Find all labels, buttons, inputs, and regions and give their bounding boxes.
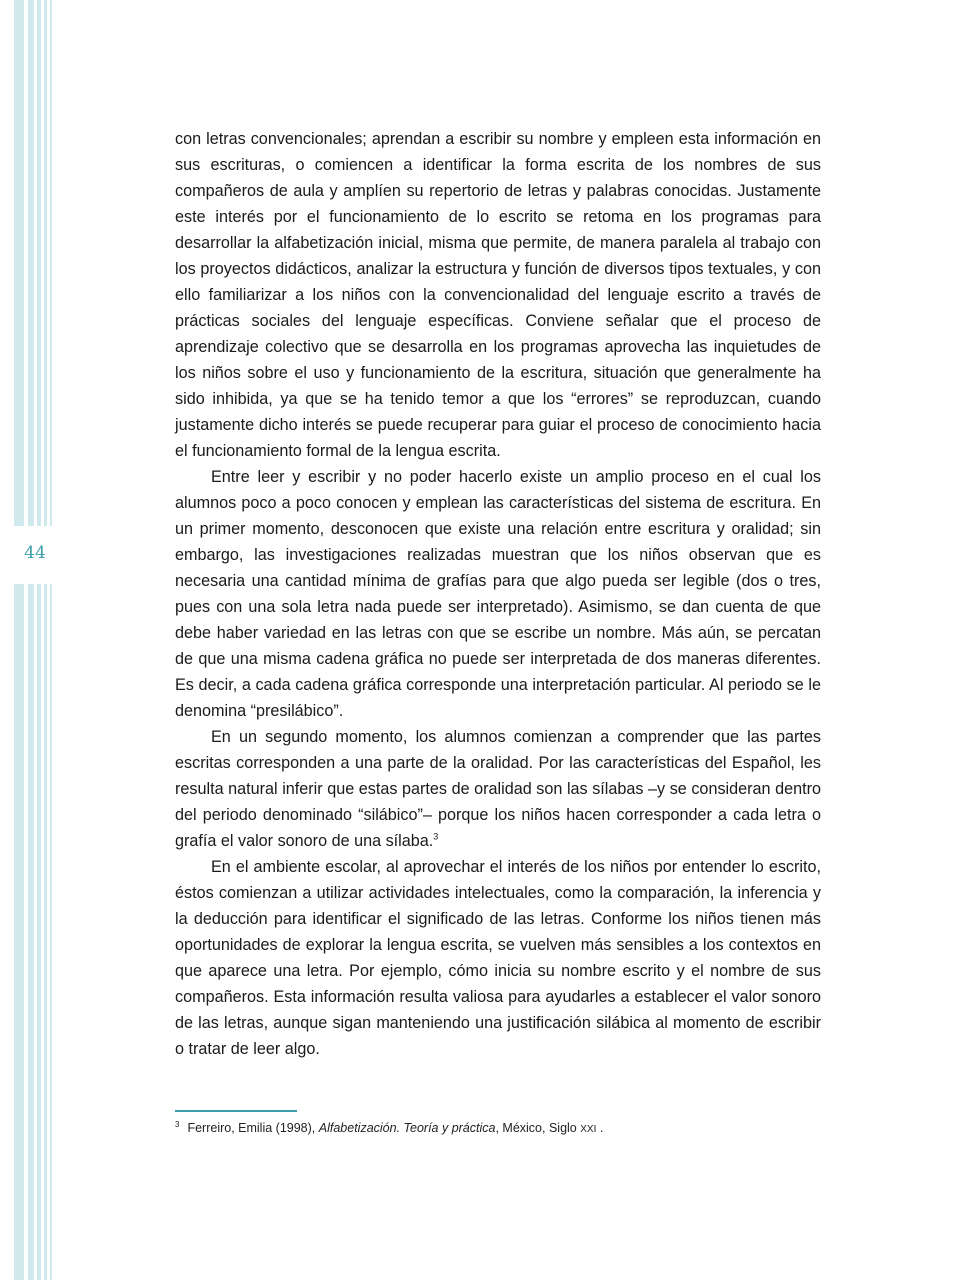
footnote-divider (175, 1110, 297, 1112)
paragraph-with-footnote (175, 724, 821, 854)
footnote-number: 3 (175, 1120, 180, 1129)
margin-stripe (50, 0, 52, 1280)
paragraph: con letras convencionales; aprendan a escribir su nombre y empleen esta información en sus escrituras, o comiencen a identificar la forma escrita de los nombres de sus compañeros de aula y amplíen su repertorio de letras y palabras conocidas. Justamente este interés por el funcionamiento de lo escrito se retoma en los programas para desarrollar la alfabetización inicial, misma que permite, de manera paralela al trabajo con los proyectos didácticos, analizar la estructura y función de diversos tipos textuales, y con ello familiarizar a los niños con la convencionalidad del lenguaje escrito a través de prácticas sociales del lenguaje específicas. Conviene señalar que el proceso de aprendizaje colectivo que se desarrolla en los programas aprovecha las inquietudes de los niños sobre el uso y funcionamiento de la escritura, situación que generalmente ha sido inhibida, ya que se ha tenido temor a que los “errores” se reproduzcan, cuando justamente dicho interés se puede recuperar para guiar el proceso de conocimiento hacia el funcionamiento formal de la lengua escrita. (175, 130, 821, 460)
footnote-end: . (596, 1121, 604, 1136)
footnote-reference[interactable]: 3 (433, 831, 439, 842)
footnote-publisher: , México, Siglo (495, 1121, 581, 1136)
body-text (175, 126, 821, 1062)
margin-stripe (37, 0, 41, 1280)
decorative-margin-stripes (0, 0, 60, 1280)
paragraph-text: En un segundo momento, los alumnos comienzan a comprender que las partes escritas corresponden a una parte de la oralidad. Por las características del Español, les resulta natural inferir que estas partes de oralidad son las sílabas –y se consideran dentro del periodo denominado “silábico”– porque los niños hacen corresponder a cada letra o grafía el valor sonoro de una sílaba. (175, 728, 821, 850)
paragraph: Entre leer y escribir y no poder hacerlo existe un amplio proceso en el cual los alumnos poco a poco conocen y emplean las características del sistema de escritura. En un primer momento, desconocen que existe una relación entre escritura y oralidad; sin embargo, las investigaciones realizadas muestran que los niños observan que es necesaria una cantidad mínima de grafías para que algo pueda ser legible (dos o tres, pues con una sola letra nada puede ser interpretado). Asimismo, se dan cuenta de que debe haber variedad en las letras con que se escribe un nombre. Más aún, se percatan de que una misma cadena gráfica no puede ser interpretada de dos maneras diferentes. Es decir, a cada cadena gráfica corresponde una interpretación particular. Al periodo se le denomina “presilábico”. (175, 468, 821, 720)
margin-stripe (44, 0, 47, 1280)
footnote-author: Ferreiro, Emilia (1998), (187, 1121, 319, 1136)
footnote-title: Alfabetización. Teoría y práctica (318, 1121, 496, 1136)
footnote-publisher-smallcaps: XXI (580, 1124, 597, 1136)
margin-stripe (14, 0, 24, 1280)
page-number: 44 (24, 543, 46, 563)
margin-stripe (28, 0, 34, 1280)
footnote (175, 1116, 821, 1139)
paragraph: En el ambiente escolar, al aprovechar el interés de los niños por entender lo escrito, éstos comienzan a utilizar actividades intelectuales, como la comparación, la inferencia y la deducción para identificar el significado de las letras. Conforme los niños tienen más oportunidades de explorar la lengua escrita, se vuelven más sensibles a los contextos en que aparece una letra. Por ejemplo, cómo inicia su nombre escrito y el nombre de sus compañeros. Esta información resulta valiosa para ayudarles a establecer el valor sonoro de las letras, aunque sigan manteniendo una justificación silábica al momento de escribir o tratar de leer algo. (175, 858, 821, 1058)
